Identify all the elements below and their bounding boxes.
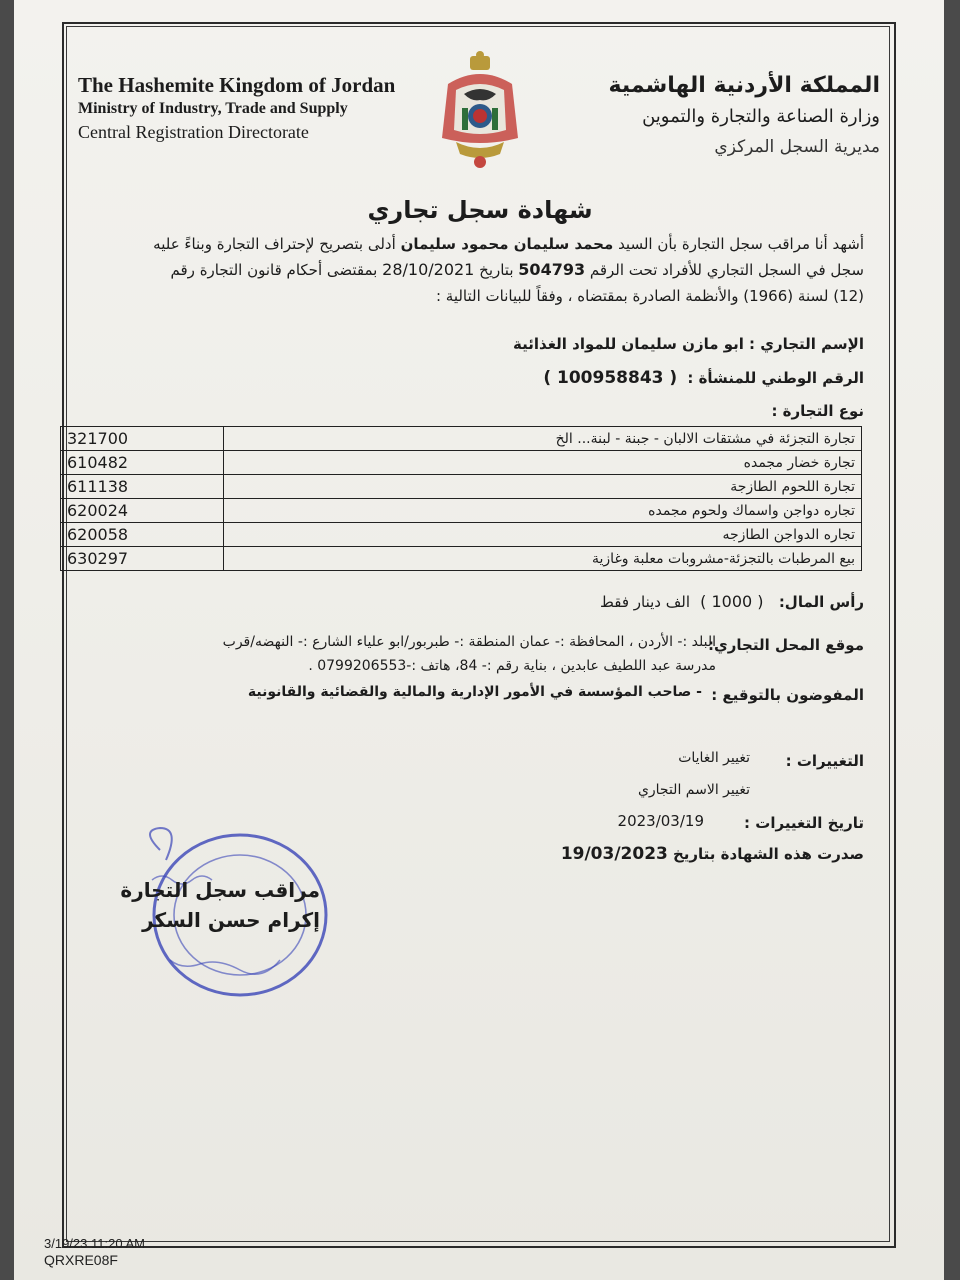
trade-code: 611138 [61,475,224,499]
national-id-value: ( 100958843 ) [543,368,678,388]
directorate-name-ar: مديرية السجل المركزي [714,137,880,157]
location-line-2: مدرسة عبد اللطيف عابدين ، بناية رقم :- 84، هاتف :-0799206553 . [308,658,716,674]
statement-line-1 [153,232,864,256]
statement-text: بتاريخ [479,261,514,279]
table-row [61,451,862,475]
signatory-label: المفوضون بالتوقيع : [711,686,864,704]
change-item: تغيير الاسم التجاري [637,782,750,798]
capital-row [600,592,864,611]
directorate-name-en: Central Registration Directorate [78,122,309,142]
trade-code: 321700 [61,427,224,451]
kingdom-name-en: The Hashemite Kingdom of Jordan [78,73,396,97]
capital-value: ( 1000 ) [700,592,764,611]
statement-line-3: (12) لسنة (1966) والأنظمة الصادرة بمقتضاه ، وفقاً للبيانات التالية : [435,287,864,305]
trade-types-table [60,426,862,571]
location-line-1: البلد :- الأردن ، المحافظة :- عمان المنطقة :- طبربور/ابو علياء الشارع :- النهضه/قرب [222,634,716,650]
trade-desc: بيع المرطبات بالتجزئة-مشروبات معلبة وغازية [224,547,862,571]
changes-date-label: تاريخ التغييرات : [744,814,864,832]
trade-code: 620058 [61,523,224,547]
registration-number: 504793 [518,260,586,279]
table-row [61,427,862,451]
signatory-title: مراقب سجل التجارة [120,878,320,902]
registration-date: 28/10/2021 [382,260,475,279]
statement-text: أشهد أنا مراقب سجل التجارة بأن السيد [618,235,864,253]
signatory-value: - صاحب المؤسسة في الأمور الإدارية والمالية والقضائية والقانونية [247,684,702,700]
trade-name-row [513,334,864,353]
ministry-name-en: Ministry of Industry, Trade and Supply [78,100,348,117]
change-item: تغيير الغايات [678,750,750,766]
trade-desc: تجارة اللحوم الطازجة [224,475,862,499]
location-label: موقع المحل التجاري: [708,636,864,654]
issued-date: 19/03/2023 [560,844,668,864]
coat-of-arms-icon [426,50,534,172]
changes-date: 2023/03/19 [617,812,704,830]
header-english [78,72,395,144]
signature-block [100,875,320,935]
kingdom-name-ar: المملكة الأردنية الهاشمية [608,73,880,98]
statement-text: سجل في السجل التجاري للأفراد تحت الرقم [589,261,864,279]
trade-desc: تجارة خضار مجمده [224,451,862,475]
trade-name-value: ابو مازن سليمان للمواد الغذائية [513,335,744,353]
national-id-label: الرقم الوطني للمنشأة : [687,369,864,387]
table-row [61,475,862,499]
statement-line-2 [171,258,864,282]
issued-row [561,844,864,864]
footer-code: QRXRE08F [44,1252,118,1268]
trade-code: 620024 [61,499,224,523]
trade-type-label: نوع التجارة : [771,402,864,420]
footer-timestamp: 3/19/23 11:20 AM [44,1236,145,1251]
trade-code: 630297 [61,547,224,571]
trade-name-label: الإسم التجاري : [749,335,864,353]
changes-label: التغييرات : [785,752,864,770]
statement-text: أدلى بتصريح لإحتراف التجارة وبناءً عليه [153,235,396,253]
signatory-name: إكرام حسن السكر [142,908,320,932]
trade-desc: تجاره الدواجن الطازجه [224,523,862,547]
trade-desc: تجارة التجزئة في مشتقات الالبان - جبنة - لبنة... الخ [224,427,862,451]
owner-name: محمد سليمان محمود سليمان [400,235,614,253]
trade-desc: تجاره دواجن واسماك ولحوم مجمده [224,499,862,523]
national-id-row [543,368,864,388]
ministry-name-ar: وزارة الصناعة والتجارة والتموين [642,106,880,127]
capital-text: الف دينار فقط [600,593,690,611]
trade-code: 610482 [61,451,224,475]
issued-label: صدرت هذه الشهادة بتاريخ [672,845,864,863]
table-row [61,547,862,571]
statement-text: بمقتضى أحكام قانون التجارة رقم [170,261,378,279]
table-row [61,499,862,523]
header-arabic [609,70,881,162]
capital-label: رأس المال: [778,593,864,611]
table-row [61,523,862,547]
certificate-title: شهادة سجل تجاري [367,196,593,224]
